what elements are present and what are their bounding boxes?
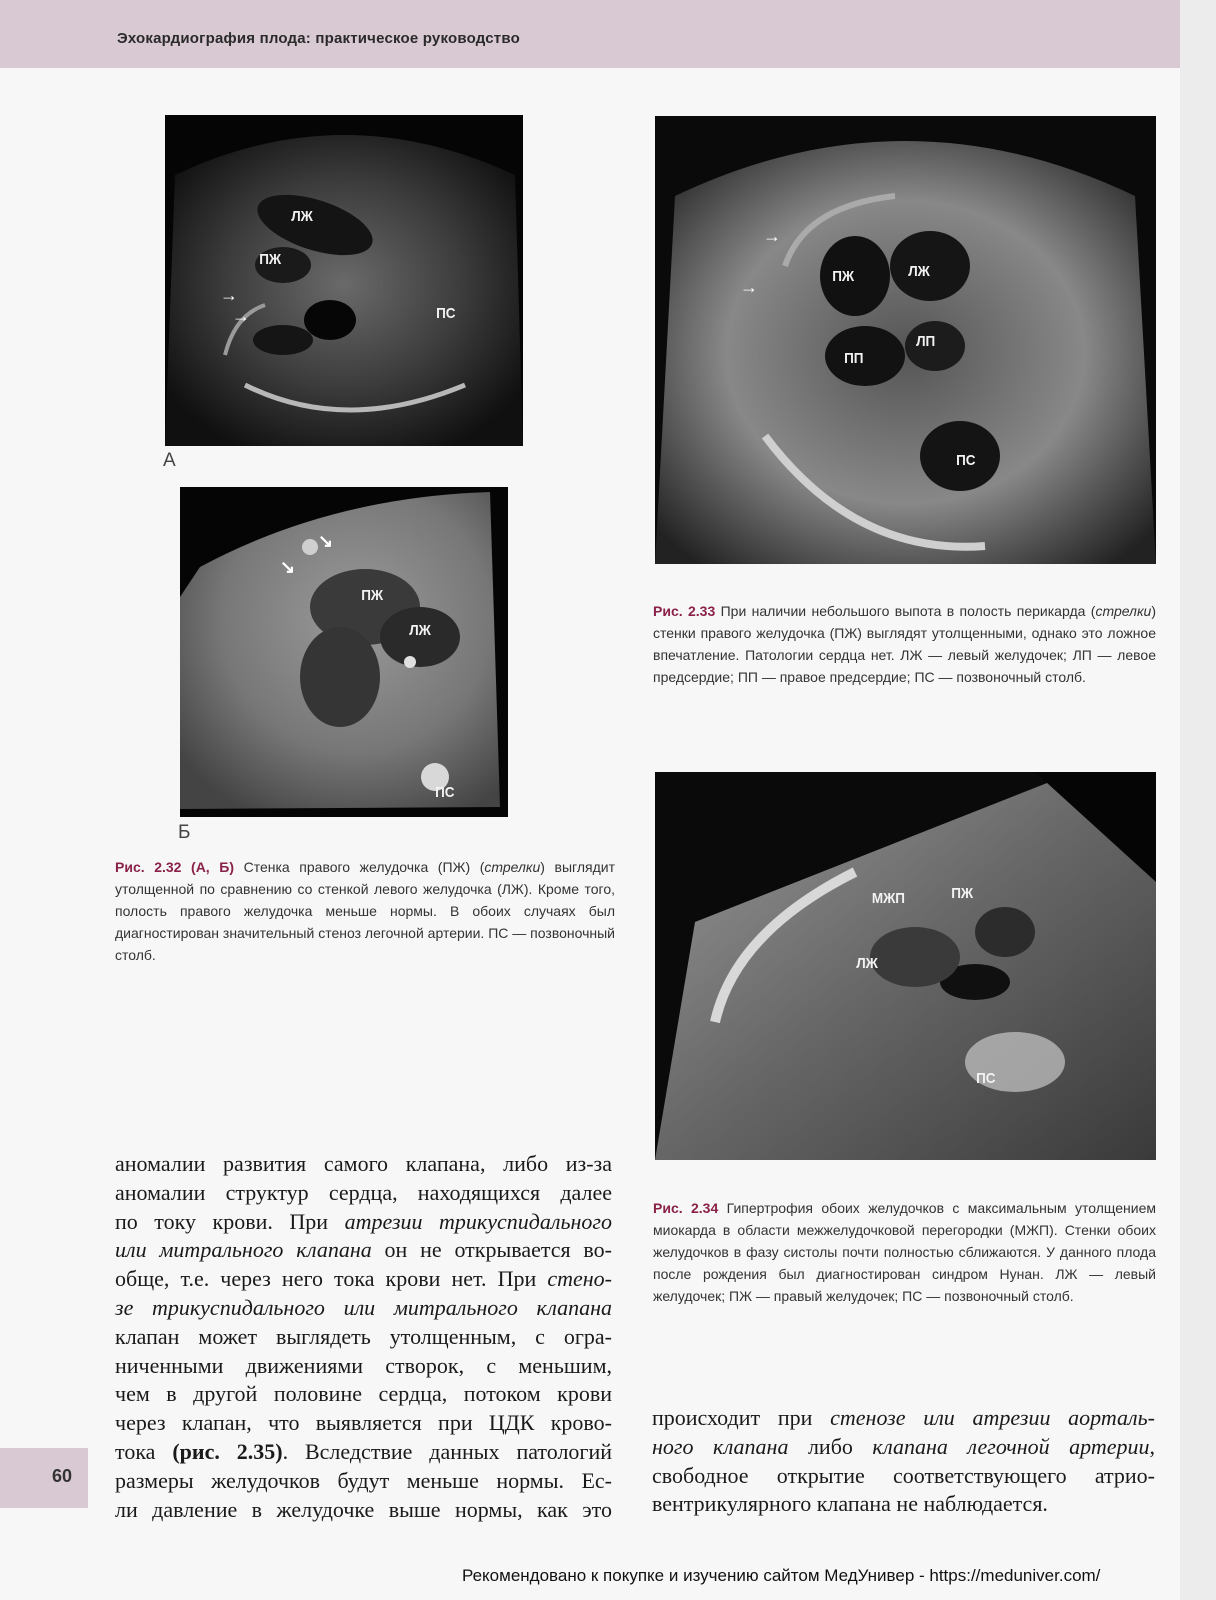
- text-line: размеры желудочков будут меньше нормы. Ес-: [115, 1467, 612, 1493]
- label-spine: ПС: [436, 305, 456, 322]
- label-rv: ПЖ: [361, 587, 384, 604]
- text-line: обще, т.е. через него тока крови нет. При стено-: [115, 1266, 612, 1292]
- label-ra: ПП: [844, 350, 864, 367]
- ultrasound-image-233: [655, 116, 1156, 564]
- label-lv: ЛЖ: [856, 955, 878, 972]
- ultrasound-image-234: [655, 772, 1156, 1160]
- arrow-icon: →: [220, 285, 238, 305]
- text-line: зе трикуспидального или митрального клапана: [115, 1294, 612, 1320]
- text-line: клапан может выглядеть утолщенным, с огра-: [115, 1323, 612, 1349]
- arrow-icon: →: [763, 226, 781, 246]
- label-lv: ЛЖ: [908, 263, 930, 280]
- page-number-tab: [0, 1448, 88, 1508]
- label-spine: ПС: [976, 1070, 996, 1087]
- label-rv: ПЖ: [951, 885, 974, 902]
- label-lv: ЛЖ: [409, 622, 431, 639]
- arrow-icon: ↘: [318, 531, 334, 551]
- label-rv: ПЖ: [259, 251, 282, 268]
- label-lv: ЛЖ: [291, 208, 313, 225]
- text-line: ли давление в желудочке выше нормы, как это: [115, 1496, 612, 1522]
- text-line: или митрального клапана он не открывается во-: [115, 1237, 612, 1263]
- text-line: вентрикулярного клапана не наблюдается.: [652, 1491, 1048, 1517]
- text-line: аномалии развития самого клапана, либо из-за: [115, 1151, 612, 1176]
- panel-letter-b: Б: [178, 822, 191, 843]
- caption-fig-2-32: Рис. 2.32 (А, Б) Стенка правого желудочка (ПЖ) (стрелки) выглядит утолщенной по сравнению со стенкой левого желудочка (ЛЖ). Кроме того, полость правого желудочка меньше нормы. В обоих случаях был диагностирован значительный стеноз легочной артерии. ПС — позвоночный столб.: [115, 859, 615, 963]
- figure-link[interactable]: (рис. 2.35): [172, 1438, 283, 1464]
- arrow-icon: ↘: [280, 557, 296, 577]
- label-rv: ПЖ: [832, 268, 855, 285]
- figure-ref: Рис. 2.33: [653, 603, 716, 619]
- text-line: тока (рис. 2.35). Вследствие данных патологий: [115, 1438, 612, 1464]
- figure-ref: Рис. 2.32 (А, Б): [115, 859, 235, 875]
- text-line: свободное открытие соответствующего атрио-: [652, 1462, 1155, 1488]
- text-line: ного клапана либо клапана легочной артерии,: [652, 1433, 1156, 1459]
- label-ivs: МЖП: [871, 890, 906, 907]
- text-line: ниченными движениями створок, с меньшим,: [115, 1352, 612, 1378]
- footer-recommendation[interactable]: Рекомендовано к покупке и изучению сайтом МедУнивер - https://meduniver.com/: [462, 1566, 1101, 1585]
- text-line: происходит при стенозе или атрезии аорталь-: [652, 1405, 1155, 1430]
- arrow-icon: →: [740, 277, 758, 297]
- body-text-right: [652, 1404, 1155, 1519]
- ultrasound-image-232b: [180, 487, 508, 817]
- figure-ref: Рис. 2.34: [653, 1200, 719, 1216]
- body-text-left: [115, 1150, 612, 1524]
- page-number: 60: [52, 1466, 73, 1486]
- ultrasound-image-232a: [165, 115, 523, 446]
- text-line: по току крови. При атрезии трикуспидального: [115, 1208, 612, 1234]
- arrow-icon: →: [232, 306, 250, 326]
- running-header: Эхокардиография плода: практическое руководство: [117, 30, 520, 47]
- text-line: чем в другой половине сердца, потоком крови: [115, 1381, 612, 1407]
- label-la: ЛП: [916, 333, 936, 350]
- caption-fig-2-34: Рис. 2.34 Гипертрофия обоих желудочков с максимальным утолщением миокарда в области межжелудочковой перегородки (МЖП). Стенки обоих желудочков в фазу систолы почти полностью сближаются. У данного плода после рождения был диагностирован синдром Нунан. ЛЖ — левый желудочек; ПЖ — правый желудочек; ПС — позвоночный столб.: [653, 1200, 1156, 1304]
- caption-fig-2-33: Рис. 2.33 При наличии небольшого выпота в полость перикарда (стрелки) стенки правого желудочка (ПЖ) выглядят утолщенными, однако это ложное впечатление. Патологии сердца нет. ЛЖ — левый желудочек; ЛП — левое предсердие; ПП — правое предсердие; ПС — позвоночный столб.: [653, 603, 1157, 685]
- label-spine: ПС: [956, 452, 976, 469]
- text-line: аномалии структур сердца, находящихся далее: [115, 1179, 612, 1205]
- text-line: через клапан, что выявляется при ЦДК крово-: [115, 1410, 612, 1436]
- page-edge: [1180, 0, 1216, 1600]
- label-spine: ПС: [435, 784, 455, 801]
- panel-letter-a: А: [163, 450, 176, 471]
